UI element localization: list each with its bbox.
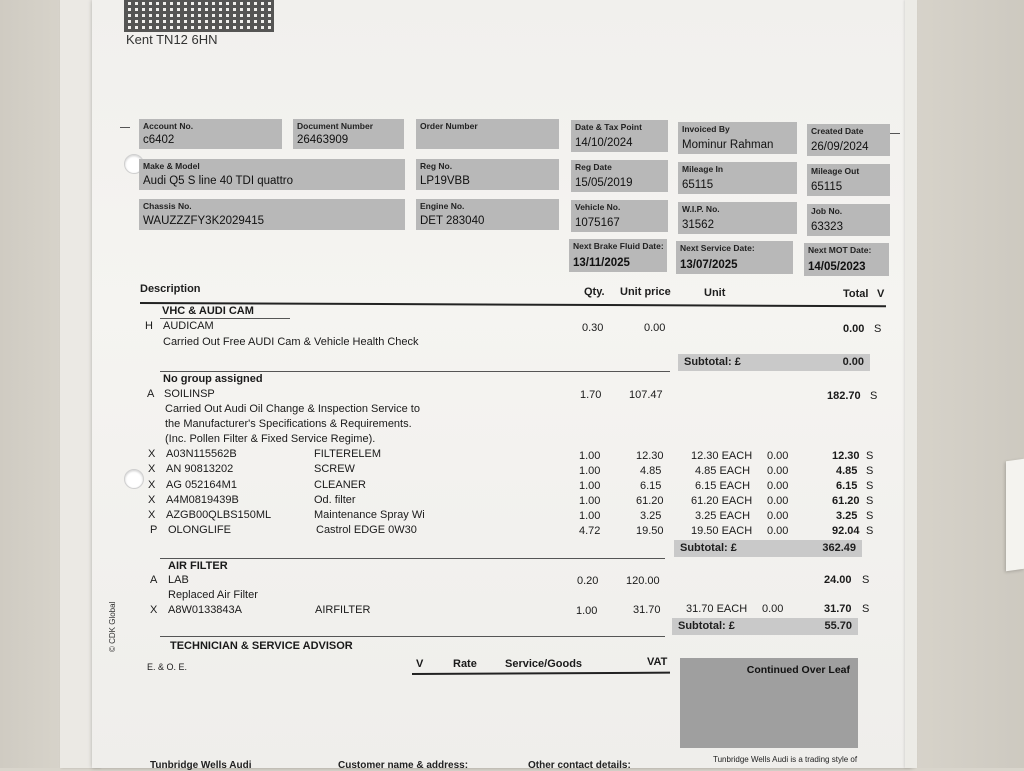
job-no-label: Job No. — [811, 206, 843, 216]
document-no-value: 26463909 — [297, 134, 349, 146]
col-unit-price: Unit price — [620, 286, 671, 298]
line-vat: S — [874, 323, 882, 335]
next-service-value: 13/07/2025 — [680, 259, 738, 271]
part-code: X — [148, 479, 156, 491]
job-no-field — [807, 204, 890, 236]
part-qty: 1.00 — [579, 510, 601, 522]
vat-col-service-goods: Service/Goods — [505, 658, 583, 670]
line-total: 24.00 — [824, 574, 852, 586]
part-desc: Od. filter — [314, 494, 356, 506]
group-underline — [160, 318, 290, 319]
date-tax-label: Date & Tax Point — [575, 122, 642, 132]
part-ref: OLONGLIFE — [168, 524, 231, 536]
part-desc: FILTERELEM — [314, 448, 382, 460]
line-code: A — [150, 574, 158, 586]
invoiced-by-value: Mominur Rahman — [682, 139, 774, 151]
part-qty: 1.00 — [579, 495, 601, 507]
part-unit: 61.20 EACH — [691, 495, 753, 507]
line-total: 0.00 — [843, 323, 865, 335]
make-model-field — [139, 159, 405, 190]
next-brake-fluid-label: Next Brake Fluid Date: — [573, 241, 664, 251]
next-mot-label: Next MOT Date: — [808, 245, 872, 255]
part-vat: S — [866, 480, 874, 492]
created-date-label: Created Date — [811, 126, 864, 136]
mileage-out-value: 65115 — [811, 181, 843, 193]
subtotal-value: 0.00 — [842, 356, 864, 368]
part-qty: 1.00 — [576, 605, 598, 617]
reg-date-value: 15/05/2019 — [575, 177, 633, 189]
part-qty: 1.00 — [579, 480, 601, 492]
part-discount: 0.00 — [767, 525, 789, 537]
mileage-out-label: Mileage Out — [811, 166, 860, 176]
next-service-field — [676, 241, 793, 274]
trading-style-note: Tunbridge Wells Audi is a trading style of — [713, 755, 858, 764]
group-divider — [160, 371, 670, 372]
subtotal-airfilter — [672, 618, 858, 635]
line-price: 107.47 — [629, 389, 663, 401]
continued-box — [680, 658, 858, 748]
part-ref: A8W0133843A — [168, 604, 242, 616]
job-no-value: 63323 — [811, 221, 843, 233]
reg-date-field — [571, 160, 668, 192]
reg-date-label: Reg Date — [575, 162, 612, 172]
order-no-label: Order Number — [420, 121, 478, 131]
col-description: Description — [140, 283, 201, 295]
line-note: Replaced Air Filter — [168, 589, 258, 601]
part-ref: AZGB00QLBS150ML — [166, 509, 272, 521]
part-ref: AN 90813202 — [166, 463, 234, 475]
part-discount: 0.00 — [767, 480, 789, 492]
mileage-in-label: Mileage In — [682, 164, 724, 174]
other-contact-heading: Other contact details: — [528, 760, 631, 771]
barcode-graphic — [124, 0, 274, 32]
col-unit: Unit — [704, 287, 726, 299]
part-vat: S — [866, 450, 874, 462]
group-title-nogroup: No group assigned — [163, 373, 263, 385]
part-discount: 0.00 — [767, 495, 789, 507]
fold-mark — [120, 127, 130, 128]
reg-no-field — [416, 159, 559, 190]
line-ref: AUDICAM — [163, 320, 214, 332]
group-divider — [160, 636, 665, 637]
next-brake-fluid-value: 13/11/2025 — [573, 257, 630, 269]
subtotal-label: Subtotal: £ — [678, 620, 735, 632]
part-total: 61.20 — [832, 495, 860, 507]
line-code: A — [147, 388, 155, 400]
part-vat: S — [862, 603, 870, 615]
col-total: Total — [843, 288, 869, 300]
background-wall-right — [904, 0, 1024, 768]
part-price: 12.30 — [636, 450, 664, 462]
subtotal-vhc — [678, 354, 870, 371]
dealer-name: Tunbridge Wells Audi — [150, 760, 252, 771]
subtotal-value: 55.70 — [824, 620, 852, 632]
cdk-copyright: © CDK Global — [108, 601, 117, 652]
part-vat: S — [866, 465, 874, 477]
part-price: 61.20 — [636, 495, 664, 507]
document-no-field — [293, 119, 404, 149]
part-ref: A4M0819439B — [166, 494, 239, 506]
document-no-label: Document Number — [297, 121, 374, 131]
subtotal-label: Subtotal: £ — [680, 542, 737, 554]
account-no-field — [139, 119, 282, 149]
part-discount: 0.00 — [762, 603, 784, 615]
part-ref: AG 052164M1 — [166, 479, 237, 491]
invoiced-by-field — [678, 122, 797, 154]
customer-heading: Customer name & address: — [338, 760, 469, 771]
line-price: 120.00 — [626, 575, 660, 587]
col-qty: Qty. — [584, 286, 605, 298]
part-unit: 19.50 EACH — [691, 525, 753, 537]
part-price: 31.70 — [633, 604, 661, 616]
line-note: (Inc. Pollen Filter & Fixed Service Regime). — [165, 433, 376, 445]
part-unit: 6.15 EACH — [695, 480, 751, 492]
mileage-out-field — [807, 164, 890, 196]
order-no-field — [416, 119, 559, 149]
vehicle-no-value: 1075167 — [575, 217, 620, 229]
make-model-label: Make & Model — [143, 161, 200, 171]
mileage-in-field — [678, 162, 797, 194]
chassis-no-value: WAUZZZFY3K2029415 — [143, 215, 265, 227]
note-corner — [1006, 459, 1024, 572]
eoe-text: E. & O. E. — [147, 662, 188, 672]
line-qty: 0.20 — [577, 575, 599, 587]
chassis-no-field — [139, 199, 405, 230]
chassis-no-label: Chassis No. — [143, 201, 192, 211]
part-vat: S — [866, 510, 874, 522]
part-unit: 12.30 EACH — [691, 450, 753, 462]
line-note: the Manufacturer's Specifications & Requirements. — [165, 418, 412, 430]
engine-no-field — [416, 199, 559, 230]
part-code: X — [148, 494, 156, 506]
date-tax-field — [571, 120, 668, 152]
line-note: Carried Out Audi Oil Change & Inspection Service to — [165, 403, 420, 415]
part-total: 3.25 — [836, 510, 858, 522]
engine-no-label: Engine No. — [420, 201, 465, 211]
group-title-airfilter: AIR FILTER — [168, 560, 228, 572]
address-line: Kent TN12 6HN — [126, 32, 218, 47]
line-note: Carried Out Free AUDI Cam & Vehicle Health Check — [163, 336, 419, 348]
part-discount: 0.00 — [767, 510, 789, 522]
part-desc: AIRFILTER — [315, 604, 371, 616]
part-code: X — [148, 509, 156, 521]
punch-hole — [124, 469, 144, 489]
col-v: V — [877, 288, 885, 300]
vat-col-v: V — [416, 658, 424, 670]
part-unit: 4.85 EACH — [695, 465, 751, 477]
wip-no-label: W.I.P. No. — [682, 204, 720, 214]
vat-col-rate: Rate — [453, 658, 477, 670]
line-vat: S — [862, 574, 870, 586]
vat-col-vat: VAT — [647, 656, 668, 668]
wip-no-value: 31562 — [682, 219, 714, 231]
part-desc: Castrol EDGE 0W30 — [316, 524, 417, 536]
group-divider — [160, 558, 665, 559]
part-desc: CLEANER — [314, 479, 366, 491]
group-title-vhc: VHC & AUDI CAM — [162, 305, 254, 317]
part-price: 4.85 — [640, 465, 662, 477]
part-ref: A03N115562B — [166, 448, 237, 460]
account-no-value: c6402 — [143, 134, 175, 146]
account-no-label: Account No. — [143, 121, 194, 131]
reg-no-label: Reg No. — [420, 161, 453, 171]
line-qty: 0.30 — [582, 322, 604, 334]
mileage-in-value: 65115 — [682, 179, 714, 191]
part-discount: 0.00 — [767, 450, 789, 462]
fold-mark — [890, 133, 900, 134]
line-ref: LAB — [168, 574, 189, 586]
part-code: X — [148, 448, 156, 460]
line-price: 0.00 — [644, 322, 666, 334]
part-total: 12.30 — [832, 450, 860, 462]
part-vat: S — [866, 525, 874, 537]
technician-heading: TECHNICIAN & SERVICE ADVISOR — [170, 640, 353, 652]
part-unit: 31.70 EACH — [686, 603, 748, 615]
part-total: 6.15 — [836, 480, 858, 492]
make-model-value: Audi Q5 S line 40 TDI quattro — [143, 175, 294, 187]
part-code: P — [150, 524, 158, 536]
part-price: 3.25 — [640, 510, 662, 522]
next-mot-field — [804, 243, 889, 276]
part-discount: 0.00 — [767, 465, 789, 477]
part-vat: S — [866, 495, 874, 507]
part-qty: 4.72 — [579, 525, 601, 537]
line-total: 182.70 — [827, 390, 861, 402]
underlying-sheet-edge — [905, 0, 917, 768]
continued-label: Continued Over Leaf — [746, 664, 850, 676]
part-desc: SCREW — [314, 463, 355, 475]
subtotal-nogroup — [674, 540, 862, 557]
subtotal-label: Subtotal: £ — [684, 356, 741, 368]
part-unit: 3.25 EACH — [695, 510, 751, 522]
next-service-label: Next Service Date: — [680, 243, 755, 253]
part-price: 6.15 — [640, 480, 662, 492]
part-desc: Maintenance Spray Wi — [314, 509, 425, 521]
line-code: H — [145, 320, 153, 332]
line-ref: SOILINSP — [164, 388, 215, 400]
part-total: 4.85 — [836, 465, 858, 477]
created-date-field — [807, 124, 890, 156]
wip-no-field — [678, 202, 797, 234]
vehicle-no-label: Vehicle No. — [575, 202, 621, 212]
part-qty: 1.00 — [579, 450, 601, 462]
part-price: 19.50 — [636, 525, 664, 537]
part-code: X — [148, 463, 156, 475]
engine-no-value: DET 283040 — [420, 215, 485, 227]
next-brake-fluid-field — [569, 239, 667, 272]
subtotal-value: 362.49 — [822, 542, 856, 554]
invoiced-by-label: Invoiced By — [682, 124, 730, 134]
part-code: X — [150, 604, 158, 616]
part-total: 92.04 — [832, 525, 860, 537]
line-vat: S — [870, 390, 878, 402]
vehicle-no-field — [571, 200, 668, 232]
next-mot-value: 14/05/2023 — [808, 261, 866, 273]
date-tax-value: 14/10/2024 — [575, 137, 633, 149]
line-qty: 1.70 — [580, 389, 602, 401]
reg-no-value: LP19VBB — [420, 175, 470, 187]
part-qty: 1.00 — [579, 465, 601, 477]
created-date-value: 26/09/2024 — [811, 141, 869, 153]
part-total: 31.70 — [824, 603, 852, 615]
